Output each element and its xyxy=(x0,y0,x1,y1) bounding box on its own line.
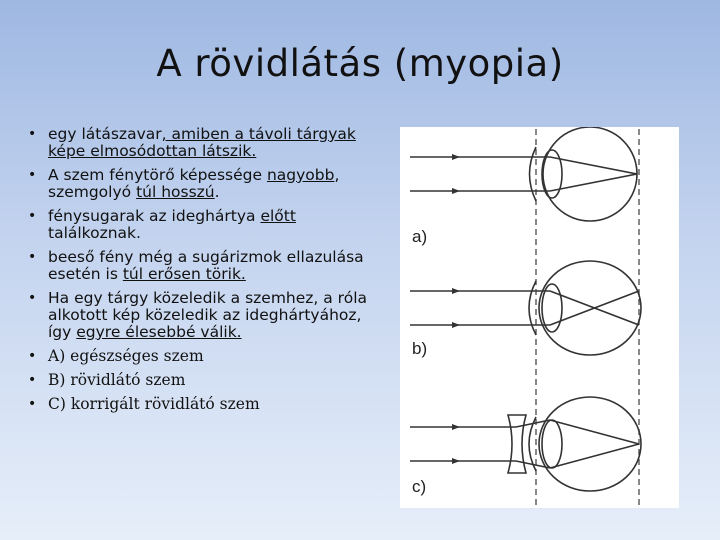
bullet-text: , szemgolyó xyxy=(48,166,340,201)
bullet-text: A) egészséges szem xyxy=(48,347,204,365)
eye-diagram-figure xyxy=(400,127,679,508)
bullet-item xyxy=(28,372,373,389)
bullet-item xyxy=(28,208,373,242)
bullet-item xyxy=(28,249,373,283)
slide-title: A rövidlátás (myopia) xyxy=(156,42,564,85)
bullet-text: nagyobb xyxy=(266,166,335,184)
eye-a xyxy=(410,127,637,221)
bullet-item xyxy=(28,290,373,341)
bullet-text: A szem fénytörő képessége xyxy=(48,166,267,184)
bullet-text: túl erősen törik. xyxy=(122,265,246,283)
bullet-text: Ha egy tárgy közeledik a szemhez, a róla alkotott kép közeledik az ideghártyához, így xyxy=(48,289,368,341)
figure-label-a: a) xyxy=(412,227,428,246)
figure-label-c: c) xyxy=(412,477,427,496)
bullet-item xyxy=(28,348,373,365)
bullet-text: B) rövidlátó szem xyxy=(48,371,186,389)
eye-c xyxy=(410,397,641,491)
eye-b xyxy=(410,261,641,355)
bullet-text: . xyxy=(214,183,220,201)
bullet-text: fénysugarak az ideghártya xyxy=(48,207,261,225)
bullet-text: beeső fény még a sugárizmok ellazulása esetén is xyxy=(48,248,364,283)
bullet-text: előtt xyxy=(260,207,296,225)
bullet-text: , amiben a távoli tárgyak képe elmosódottan látszik. xyxy=(48,125,356,160)
figure-label-b: b) xyxy=(412,339,428,358)
bullet-text: egy látászavar xyxy=(48,125,162,143)
eye-diagram xyxy=(400,127,679,508)
bullet-list xyxy=(28,126,373,420)
bullet-item xyxy=(28,396,373,413)
bullet-text: C) korrigált rövidlátó szem xyxy=(48,395,260,413)
bullet-item xyxy=(28,126,373,160)
bullet-item xyxy=(28,167,373,201)
bullet-text: egyre élesebbé válik. xyxy=(76,323,242,341)
bullet-text: találkoznak. xyxy=(48,224,141,242)
bullet-text: túl hosszú xyxy=(136,183,215,201)
